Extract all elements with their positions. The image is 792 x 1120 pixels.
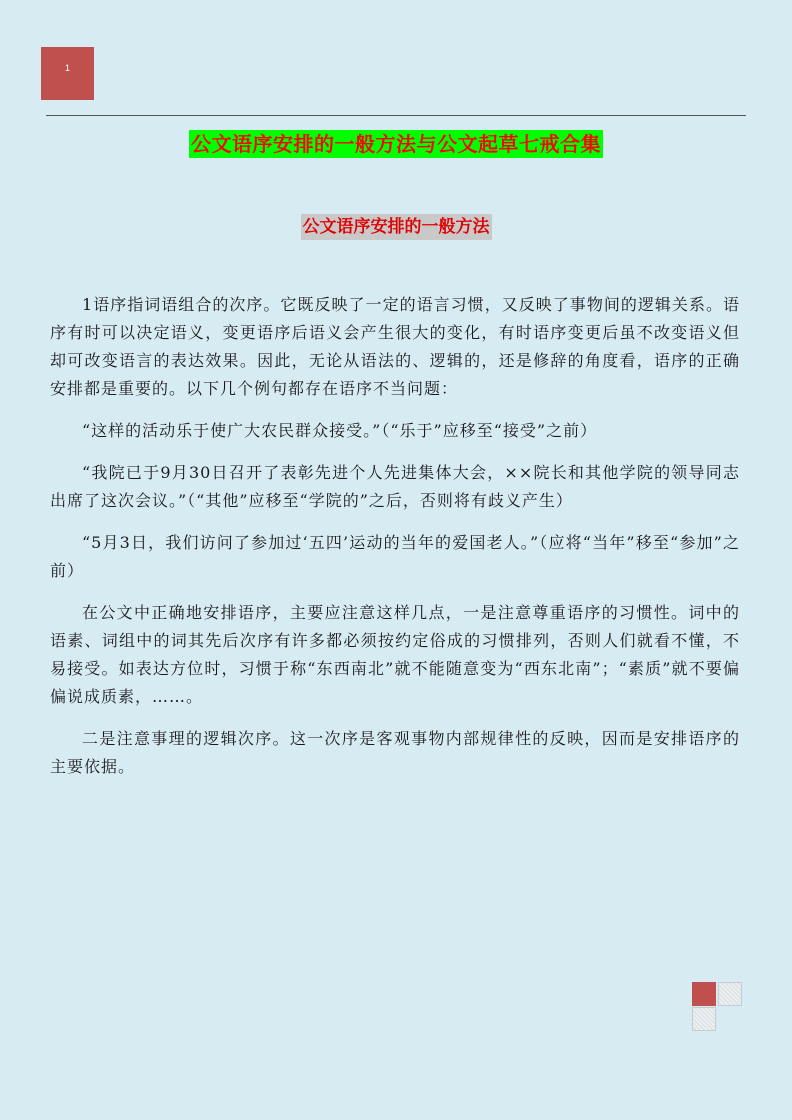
paragraph: “这样的活动乐于使广大农民群众接受。”（“乐于”应移至“接受”之前） — [82, 421, 598, 440]
page-number-badge — [41, 47, 94, 100]
document-body — [50, 291, 740, 795]
paragraph: 在公文中正确地安排语序，主要应注意这样几点，一是注意尊重语序的习惯性。词中的语素、词组中的词其先后次序有许多都必须按约定俗成的习惯排列，否则人们就看不懂，不易接受。如表达方位时，习惯于称“东西南北”就不能随意变为“西东北南”；“素质”就不要偏偏说成质素，……。 — [50, 603, 740, 706]
decorative-grey-square — [692, 1007, 716, 1031]
paragraph: 1语序指词语组合的次序。它既反映了一定的语言习惯，又反映了事物间的逻辑关系。语序有时可以决定语义，变更语序后语义会产生很大的变化，有时语序变更后虽不改变语义但却可改变语言的表达效果。因此，无论从语法的、逻辑的，还是修辞的角度看，语序的正确安排都是重要的。以下几个例句都存在语序不当问题： — [50, 295, 740, 398]
paragraph: 二是注意事理的逻辑次序。这一次序是客观事物内部规律性的反映，因而是安排语序的主要依据。 — [50, 729, 740, 776]
page-number: 1 — [64, 63, 70, 73]
document-title: 公文语序安排的一般方法与公文起草七戒合集 — [191, 132, 601, 156]
paragraph: “5月3日，我们访问了参加过‘五四’运动的当年的爱国老人。”（应将“当年”移至“参加”之前） — [50, 533, 740, 580]
header-divider — [46, 115, 746, 116]
decorative-red-square — [692, 982, 716, 1006]
paragraph: “我院已于9月30日召开了表彰先进个人先进集体大会，××院长和其他学院的领导同志出席了这次会议。”（“其他”应移至“学院的”之后，否则将有歧义产生） — [50, 463, 740, 510]
section-title: 公文语序安排的一般方法 — [301, 214, 492, 240]
document-title-container — [0, 130, 792, 158]
section-title-container — [0, 214, 792, 240]
decorative-grey-square — [718, 982, 742, 1006]
